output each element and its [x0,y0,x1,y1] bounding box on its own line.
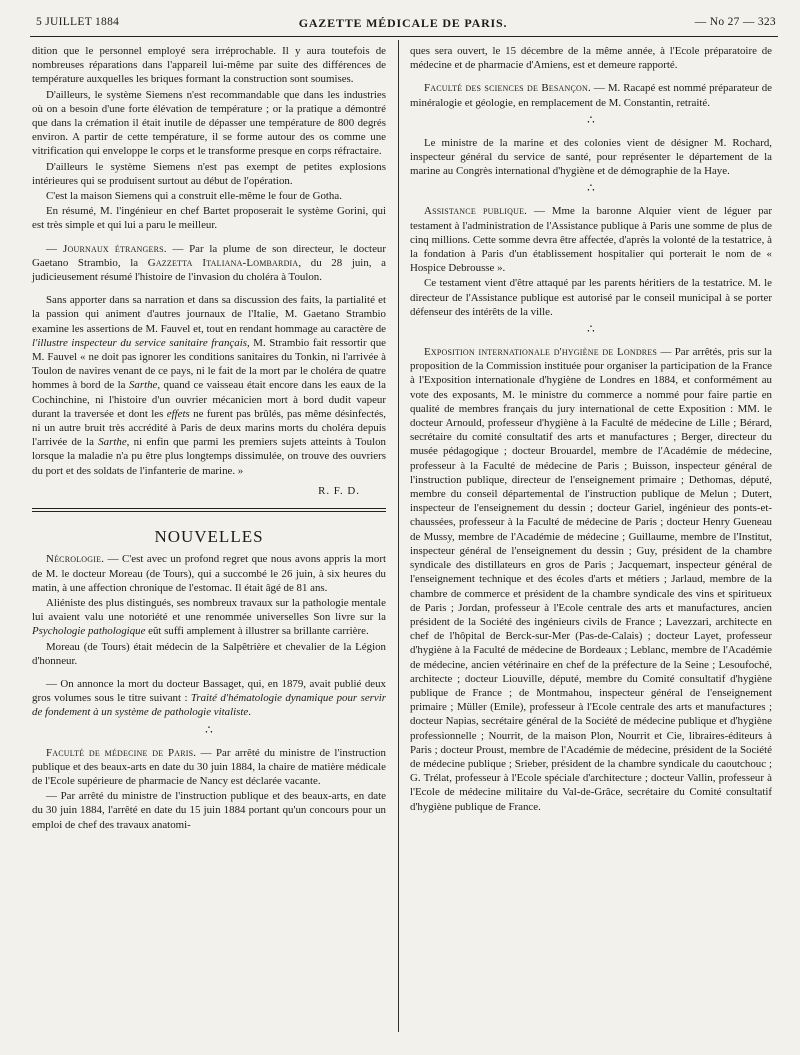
journal-title: GAZETTE MÉDICALE DE PARIS. [298,16,508,30]
section-separator [32,506,386,516]
issue-number: — No 27 — 323 [694,16,776,28]
left-column [32,44,386,833]
section-title: NOUVELLES [154,527,264,547]
paragraph: C'est la maison Siemens qui a construit elle-même le four de Gotha. [46,190,342,203]
header-rule [30,36,778,37]
section-lead: Assistance publique. [424,205,528,218]
section-lead: Faculté des sciences de Besançon. [424,82,591,95]
dots-separator: ∴ [587,322,595,337]
right-column [410,44,772,815]
paragraph: dition que le personnel employé sera irréprochable. Il y aura toutefois de nombreuses réparations dans l'appareil lui-même par suite des différences de température auxquelles les briques formant la construction sont soumises. [32,45,386,86]
faculte-paragraph: Faculté de médecine de Paris. — Par arrêté du ministre de l'instruction publique et des beaux-arts en date du 30 juin 1884, la chaire de matière médicale de l'Ecole supérieure de pharmacie de Nancy est déclarée vacante. [32,746,386,787]
issue-date: 5 JUILLET 1884 [36,16,120,28]
section-lead: Exposition internationale d'hygiène de Londres [424,346,658,359]
necrologie-paragraph: Nécrologie. — C'est avec un profond regret que nous avons appris la mort de M. le docteur Moreau (de Tours), qui a succombé le 26 juin, à six heures du matin, à une affection chronique de l'estomac. Il était âgé de 81 ans. [32,553,386,594]
exposition-paragraph: Exposition internationale d'hygiène de Londres — Par arrêtés, pris sur la proposition de la Commission instituée pour organiser la participation de la France à l'Exposition internationale d'hygiène de Londres en 1884, et conformément au vote des exposants, M. le ministre du commerce a nommé pour faire partie en qualité de membres français du jury international de cette Exposition : MM. le docteur Arnould, professeur d'hygiène à la Faculté de médecine de Lille ; Bérard, secrétaire du comité consultatif des arts et manufactures ; Berger, directeur du musée pédagogique ; docteur Brouardel, membre de l'Académie de médecine, professeur à la Faculté de médecine de Paris ; Buisson, inspecteur général de l'instruction publique, directeur de l'enseignement primaire ; Dethomas, député, membre du conseil départemental de l'instruction publique de Melun ; Dutert, inspecteur de l'enseignement du dessin ; docteur Gariel, ingénieur des ponts-et-chaussées, professeur à la Faculté de médecine de Paris ; docteur Henry Gueneau de Mussy, membre de l'Académie de médecine ; Guillaume, membre de l'Institut, inspecteur général de l'enseignement du dessin ; Guy, président de la chambre syndicale des distillateurs en gros de Paris ; Jacquemart, inspecteur général de l'enseignement technique et des écoles d'arts et métiers ; Jarlaud, membre de la chambre de commerce et président de la chambre syndicale des vins et spiritueux de Paris ; Jordan, professeur à l'Ecole centrale des arts et manufactures, ancien président de la Société des ingénieurs civils de France ; Lavezzari, architecte en chef de l'hôpital de Berck-sur-Mer (Pas-de-Calais) ; docteur Layet, professeur d'hygiène à la Faculté de médecine de Bordeaux ; Leblanc, membre de l'Académie de médecine, ancien vétérinaire en chef de la préfecture de la Seine ; Lesoufoché, architecte ; docteur Liouville, député, membre du Comité consultatif d'hygiène publique de France ; de Montmahou, inspecteur général de l'enseignement primaire ; Müller (Emile), professeur à l'Ecole centrale des arts et manufactures ; docteur Napias, secrétaire général de la Société de médecine publique et d'hygiène professionnelle ; Nourrit, de la maison Plon, Nourrit et Cie, libraires-éditeurs à Paris ; docteur Proust, membre de l'Académie de médecine, président de la Société de médecine publique ; Srieber, président de la chambre syndicale du caoutchouc ; G. Trélat, professeur à l'Ecole spéciale d'architecture ; docteur Vallin, professeur à l'Ecole de médecine militaire du Val-de-Grâce, secrétaire du Comité consultatif d'hygiène publique de France. [410,346,772,813]
section-lead: — Journaux étrangers. [46,242,167,255]
page-header [26,12,780,34]
paragraph: — Par arrêté du ministre de l'instruction publique et des beaux-arts, en date du 30 juin 1884, l'arrêté en date du 15 juin 1884 portant qu'un concours pour un emploi de chef des travaux anatomi- [32,790,386,831]
journaux-paragraph: — Journaux étrangers. — Par la plume de son directeur, le docteur Gaetano Strambio, la Gazzetta Italiana-Lombardia, du 28 juin, a judicieusement résumé l'histoire de l'invasion du choléra à Toulon. [32,242,386,284]
publication-name: Gazzetta Italiana-Lombardia [147,256,299,269]
besancon-paragraph: Faculté des sciences de Besançon. — M. Racapé est nommé préparateur de minéralogie et géologie, en remplacement de M. Constantin, retraité. [410,82,772,109]
column-divider [398,40,399,1032]
signature: R. F. D. [318,484,360,497]
paragraph: En résumé, M. l'ingénieur en chef Bartet proposerait le système Gorini, qui est très simple et qui lui a paru le meilleur. [32,205,386,232]
paragraph: Aliéniste des plus distingués, ses nombreux travaux sur la pathologie mentale lui avaient valu une notoriété et une renommée universelles Son livre sur la Psychologie pathologique eût suffi amplement à illustrer sa brillante carrière. [32,596,386,638]
paragraph: Le ministre de la marine et des colonies vient de désigner M. Rochard, inspecteur général du service de santé, pour représenter le département de la marine au Congrès international d'hygiène et de démographie de la Haye. [410,136,772,178]
paragraph: D'ailleurs le système Siemens n'est pas exempt de petites explosions intérieures qui se produisent surtout au début de l'opération. [32,160,386,187]
dots-separator: ∴ [587,112,595,127]
paragraph: Moreau (de Tours) était médecin de la Salpêtrière et chevalier de la Légion d'honneur. [32,640,386,667]
paragraph: D'ailleurs, le système Siemens n'est recommandable que dans les industries où on a besoin d'une forte élévation de température ; or la pratique a démontré que dans la crémation il était inutile de dépasser une température de 800 degrés environ. A partir de cette température, il se forme autour des os comme une vitrification qui enveloppe le corps et le transforme presque en corps réfractaire. [32,88,386,158]
dots-separator: ∴ [205,722,213,737]
paragraph: Ce testament vient d'être attaqué par les parents héritiers de la testatrice. M. le directeur de l'Assistance publique est autorisé par le conseil municipal à se porter défenseur des intérêts de la ville. [410,277,772,318]
section-lead: Faculté de médecine de Paris. [46,746,197,759]
strambio-paragraph: Sans apporter dans sa narration et dans sa discussion des faits, la partialité et la passion qui animent d'autres journaux de l'Italie, M. Gaetano Strambio examine les assertions de M. Fauvel et, tout en rendant hommage au caractère de l'illustre inspecteur du service sanitaire français, M. Strambio fait ressortir que M. Fauvel « ne doit pas ignorer les conditions sanitaires du Tonkin, ni l'arrivée à Toulon de navires venant de ce pays, ni le fait de la mort par le choléra de quatre hommes à bord de la Sarthe, quand ce vaisseau était encore dans les eaux de la Cochinchine, ni l'histoire d'un ouvrier mécanicien mort à bord dudit vapeur durant la traversée et dont les effets ne furent pas brûlés, pas même désinfectés, ni un autre bruit très accrédité à Paris de deux marins morts du choléra depuis l'arrivée de la Sarthe, ni enfin que parmi les premiers sujets atteints à Toulon lorsque la maladie n'a pu être plus longtemps dissimulée, on trouve des ouvriers du port et des soldats de l'infanterie de marine. » [32,294,386,477]
dots-separator: ∴ [587,181,595,196]
section-lead: Nécrologie. [46,553,105,566]
paragraph: ques sera ouvert, le 15 décembre de la même année, à l'Ecole préparatoire de médecine et de pharmacie d'Amiens, est et demeure rapporté. [410,45,772,72]
bassaget-paragraph: — On annonce la mort du docteur Bassaget, qui, en 1879, avait publié deux gros volumes sous le titre suivant : Traité d'hématologie dynamique pour servir de fondement à un système de pathologie vitaliste. [32,677,386,719]
assistance-paragraph: Assistance publique. — Mme la baronne Alquier vient de léguer par testament à l'administration de l'Assistance publique à Paris une somme de plus de cinq millions. Cette somme devra être affectée, d'après la volonté de la testatrice, à la fondation à Paris d'un établissement hospitalier qui porterait le nom de « Hospice Debrousse ». [410,205,772,275]
